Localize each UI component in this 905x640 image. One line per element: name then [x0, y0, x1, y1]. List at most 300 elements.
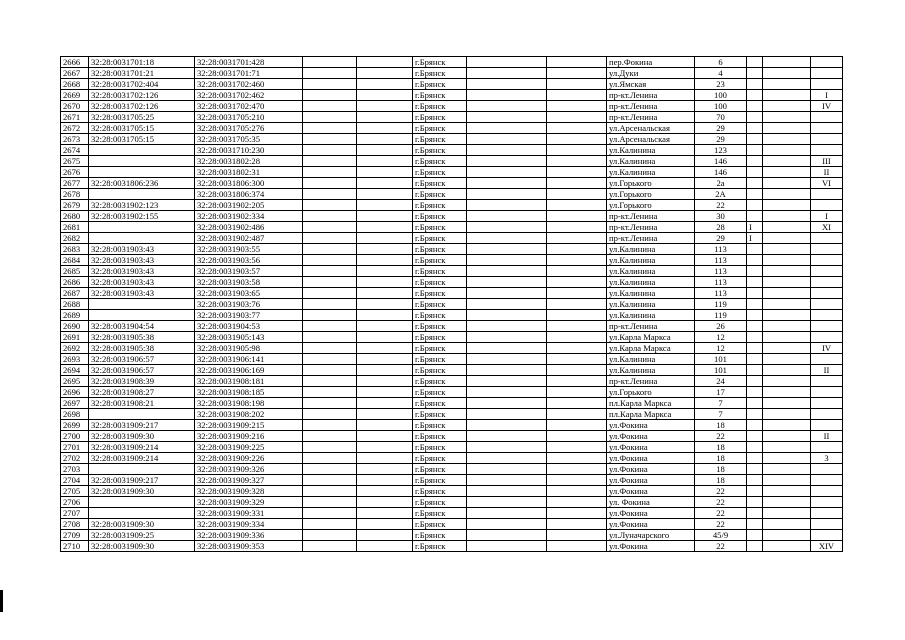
empty-cell [357, 519, 413, 530]
empty-cell [357, 310, 413, 321]
table-row [61, 222, 843, 233]
empty-cell [357, 376, 413, 387]
empty-cell [357, 57, 413, 68]
empty-cell [547, 420, 607, 431]
land-cadastral-number [89, 233, 195, 244]
city: г.Брянск [413, 211, 467, 222]
table-row [61, 475, 843, 486]
object-cadastral-number: 32:28:0031710:230 [195, 145, 303, 156]
city: г.Брянск [413, 475, 467, 486]
empty-cell [357, 211, 413, 222]
premise-roman-number: IV [811, 101, 843, 112]
empty-cell [303, 332, 357, 343]
street: ул.Калинина [607, 156, 695, 167]
empty-cell [303, 145, 357, 156]
empty-cell [467, 431, 547, 442]
mark [747, 497, 763, 508]
table-row [61, 112, 843, 123]
empty-cell [303, 211, 357, 222]
mark [747, 90, 763, 101]
land-cadastral-number: 32:28:0031903:43 [89, 244, 195, 255]
mark [747, 156, 763, 167]
land-cadastral-number: 32:28:0031902:123 [89, 200, 195, 211]
house-number: 18 [695, 475, 747, 486]
empty-cell [547, 79, 607, 90]
empty-cell [303, 189, 357, 200]
empty-cell [303, 57, 357, 68]
empty-cell [763, 90, 811, 101]
table-row [61, 244, 843, 255]
object-cadastral-number: 32:28:0031909:225 [195, 442, 303, 453]
table-row [61, 167, 843, 178]
land-cadastral-number: 32:28:0031903:43 [89, 288, 195, 299]
row-number: 2669 [61, 90, 89, 101]
premise-roman-number [811, 321, 843, 332]
empty-cell [763, 101, 811, 112]
empty-cell [303, 453, 357, 464]
empty-cell [357, 79, 413, 90]
object-cadastral-number: 32:28:0031908:202 [195, 409, 303, 420]
table-row [61, 541, 843, 552]
mark [747, 266, 763, 277]
empty-cell [763, 189, 811, 200]
mark: I [747, 233, 763, 244]
house-number: 17 [695, 387, 747, 398]
street: пр-кт.Ленина [607, 112, 695, 123]
object-cadastral-number: 32:28:0031705:210 [195, 112, 303, 123]
object-cadastral-number: 32:28:0031909:226 [195, 453, 303, 464]
land-cadastral-number: 32:28:0031902:155 [89, 211, 195, 222]
table-row [61, 145, 843, 156]
house-number: 70 [695, 112, 747, 123]
table-row [61, 123, 843, 134]
empty-cell [763, 442, 811, 453]
empty-cell [547, 101, 607, 112]
object-cadastral-number: 32:28:0031702:462 [195, 90, 303, 101]
land-cadastral-number: 32:28:0031909:217 [89, 475, 195, 486]
table-row [61, 79, 843, 90]
street: ул.Калинина [607, 365, 695, 376]
object-cadastral-number: 32:28:0031903:57 [195, 266, 303, 277]
empty-cell [763, 541, 811, 552]
empty-cell [303, 475, 357, 486]
empty-cell [467, 376, 547, 387]
city: г.Брянск [413, 156, 467, 167]
street: ул.Горького [607, 189, 695, 200]
premise-roman-number [811, 409, 843, 420]
table-row [61, 156, 843, 167]
empty-cell [763, 365, 811, 376]
mark [747, 189, 763, 200]
table-row [61, 365, 843, 376]
object-cadastral-number: 32:28:0031909:326 [195, 464, 303, 475]
city: г.Брянск [413, 310, 467, 321]
empty-cell [467, 508, 547, 519]
city: г.Брянск [413, 420, 467, 431]
street: ул.Фокина [607, 453, 695, 464]
empty-cell [303, 519, 357, 530]
table-row [61, 233, 843, 244]
empty-cell [763, 486, 811, 497]
row-number: 2679 [61, 200, 89, 211]
mark [747, 398, 763, 409]
empty-cell [303, 255, 357, 266]
house-number: 22 [695, 541, 747, 552]
land-cadastral-number: 32:28:0031806:236 [89, 178, 195, 189]
empty-cell [357, 387, 413, 398]
row-number: 2686 [61, 277, 89, 288]
empty-cell [763, 211, 811, 222]
empty-cell [467, 420, 547, 431]
empty-cell [763, 145, 811, 156]
empty-cell [547, 68, 607, 79]
empty-cell [763, 299, 811, 310]
empty-cell [357, 156, 413, 167]
mark [747, 453, 763, 464]
empty-cell [467, 244, 547, 255]
premise-roman-number [811, 57, 843, 68]
empty-cell [303, 112, 357, 123]
row-number: 2698 [61, 409, 89, 420]
empty-cell [763, 255, 811, 266]
empty-cell [357, 277, 413, 288]
premise-roman-number: IV [811, 343, 843, 354]
premise-roman-number [811, 354, 843, 365]
premise-roman-number [811, 497, 843, 508]
row-number: 2667 [61, 68, 89, 79]
empty-cell [547, 288, 607, 299]
land-cadastral-number: 32:28:0031908:21 [89, 398, 195, 409]
street: пр-кт.Ленина [607, 90, 695, 101]
empty-cell [303, 508, 357, 519]
mark [747, 420, 763, 431]
house-number: 7 [695, 398, 747, 409]
premise-roman-number: VI [811, 178, 843, 189]
row-number: 2690 [61, 321, 89, 332]
city: г.Брянск [413, 134, 467, 145]
land-cadastral-number: 32:28:0031903:43 [89, 277, 195, 288]
table-row [61, 310, 843, 321]
table-row [61, 101, 843, 112]
land-cadastral-number: 32:28:0031909:25 [89, 530, 195, 541]
city: г.Брянск [413, 255, 467, 266]
row-number: 2668 [61, 79, 89, 90]
table-row [61, 420, 843, 431]
empty-cell [303, 486, 357, 497]
mark [747, 530, 763, 541]
land-cadastral-number [89, 189, 195, 200]
row-number: 2702 [61, 453, 89, 464]
mark: I [747, 222, 763, 233]
empty-cell [303, 79, 357, 90]
empty-cell [763, 497, 811, 508]
house-number: 28 [695, 222, 747, 233]
empty-cell [763, 508, 811, 519]
empty-cell [547, 519, 607, 530]
object-cadastral-number: 32:28:0031908:185 [195, 387, 303, 398]
house-number: 146 [695, 156, 747, 167]
empty-cell [547, 90, 607, 101]
empty-cell [303, 530, 357, 541]
empty-cell [357, 343, 413, 354]
empty-cell [467, 365, 547, 376]
table-row [61, 211, 843, 222]
empty-cell [467, 123, 547, 134]
house-number: 100 [695, 101, 747, 112]
empty-cell [303, 200, 357, 211]
city: г.Брянск [413, 189, 467, 200]
empty-cell [467, 90, 547, 101]
street: ул.Фокина [607, 508, 695, 519]
empty-cell [357, 497, 413, 508]
empty-cell [303, 134, 357, 145]
premise-roman-number: 3 [811, 453, 843, 464]
city: г.Брянск [413, 376, 467, 387]
land-cadastral-number: 32:28:0031909:214 [89, 453, 195, 464]
city: г.Брянск [413, 178, 467, 189]
house-number: 7 [695, 409, 747, 420]
land-cadastral-number: 32:28:0031701:21 [89, 68, 195, 79]
city: г.Брянск [413, 244, 467, 255]
mark [747, 365, 763, 376]
empty-cell [467, 497, 547, 508]
object-cadastral-number: 32:28:0031909:215 [195, 420, 303, 431]
premise-roman-number [811, 189, 843, 200]
street: ул. Фокина [607, 497, 695, 508]
empty-cell [467, 541, 547, 552]
house-number: 101 [695, 365, 747, 376]
land-cadastral-number: 32:28:0031705:25 [89, 112, 195, 123]
premise-roman-number [811, 244, 843, 255]
empty-cell [303, 233, 357, 244]
empty-cell [303, 68, 357, 79]
object-cadastral-number: 32:28:0031903:76 [195, 299, 303, 310]
city: г.Брянск [413, 497, 467, 508]
object-cadastral-number: 32:28:0031908:181 [195, 376, 303, 387]
premise-roman-number [811, 79, 843, 90]
empty-cell [303, 123, 357, 134]
street: ул.Луначарского [607, 530, 695, 541]
empty-cell [357, 420, 413, 431]
mark [747, 123, 763, 134]
street: ул.Фокина [607, 431, 695, 442]
house-number: 23 [695, 79, 747, 90]
empty-cell [763, 464, 811, 475]
city: г.Брянск [413, 222, 467, 233]
empty-cell [763, 167, 811, 178]
street: ул.Фокина [607, 519, 695, 530]
empty-cell [467, 101, 547, 112]
empty-cell [357, 299, 413, 310]
table-row [61, 277, 843, 288]
land-cadastral-number: 32:28:0031909:30 [89, 431, 195, 442]
city: г.Брянск [413, 145, 467, 156]
city: г.Брянск [413, 541, 467, 552]
object-cadastral-number: 32:28:0031705:276 [195, 123, 303, 134]
empty-cell [763, 387, 811, 398]
premise-roman-number [811, 508, 843, 519]
object-cadastral-number: 32:28:0031903:77 [195, 310, 303, 321]
empty-cell [467, 387, 547, 398]
empty-cell [357, 288, 413, 299]
house-number: 123 [695, 145, 747, 156]
empty-cell [763, 431, 811, 442]
empty-cell [467, 354, 547, 365]
empty-cell [547, 387, 607, 398]
street: ул.Фокина [607, 420, 695, 431]
empty-cell [357, 145, 413, 156]
land-cadastral-number: 32:28:0031705:15 [89, 134, 195, 145]
empty-cell [467, 442, 547, 453]
object-cadastral-number: 32:28:0031909:328 [195, 486, 303, 497]
table-row [61, 431, 843, 442]
empty-cell [303, 310, 357, 321]
row-number: 2696 [61, 387, 89, 398]
city: г.Брянск [413, 519, 467, 530]
object-cadastral-number: 32:28:0031802:28 [195, 156, 303, 167]
empty-cell [467, 299, 547, 310]
land-cadastral-number [89, 222, 195, 233]
premise-roman-number [811, 442, 843, 453]
city: г.Брянск [413, 365, 467, 376]
empty-cell [357, 189, 413, 200]
premise-roman-number: II [811, 167, 843, 178]
empty-cell [303, 321, 357, 332]
empty-cell [467, 68, 547, 79]
object-cadastral-number: 32:28:0031909:331 [195, 508, 303, 519]
table-row [61, 486, 843, 497]
empty-cell [547, 453, 607, 464]
empty-cell [547, 431, 607, 442]
empty-cell [547, 310, 607, 321]
city: г.Брянск [413, 442, 467, 453]
empty-cell [303, 101, 357, 112]
street: ул.Фокина [607, 475, 695, 486]
empty-cell [303, 354, 357, 365]
table-row [61, 442, 843, 453]
empty-cell [357, 200, 413, 211]
mark [747, 57, 763, 68]
empty-cell [547, 112, 607, 123]
empty-cell [547, 57, 607, 68]
object-cadastral-number: 32:28:0031903:55 [195, 244, 303, 255]
empty-cell [357, 508, 413, 519]
empty-cell [763, 343, 811, 354]
empty-cell [303, 244, 357, 255]
empty-cell [357, 530, 413, 541]
street: пл.Карла Маркса [607, 409, 695, 420]
city: г.Брянск [413, 409, 467, 420]
mark [747, 134, 763, 145]
empty-cell [467, 255, 547, 266]
empty-cell [547, 464, 607, 475]
row-number: 2709 [61, 530, 89, 541]
premise-roman-number: XIV [811, 541, 843, 552]
row-number: 2681 [61, 222, 89, 233]
empty-cell [547, 497, 607, 508]
premise-roman-number [811, 475, 843, 486]
city: г.Брянск [413, 321, 467, 332]
land-cadastral-number: 32:28:0031909:214 [89, 442, 195, 453]
table-row [61, 343, 843, 354]
row-number: 2670 [61, 101, 89, 112]
city: г.Брянск [413, 266, 467, 277]
house-number: 2а [695, 178, 747, 189]
row-number: 2693 [61, 354, 89, 365]
land-cadastral-number: 32:28:0031903:43 [89, 266, 195, 277]
premise-roman-number: II [811, 431, 843, 442]
land-cadastral-number: 32:28:0031702:404 [89, 79, 195, 90]
empty-cell [357, 332, 413, 343]
empty-cell [547, 156, 607, 167]
house-number: 45/9 [695, 530, 747, 541]
street: ул.Горького [607, 178, 695, 189]
empty-cell [303, 420, 357, 431]
empty-cell [303, 299, 357, 310]
house-number: 18 [695, 420, 747, 431]
empty-cell [763, 519, 811, 530]
street: пр-кт.Ленина [607, 211, 695, 222]
empty-cell [763, 156, 811, 167]
city: г.Брянск [413, 68, 467, 79]
street: ул.Ямская [607, 79, 695, 90]
street: пр-кт.Ленина [607, 233, 695, 244]
house-number: 101 [695, 354, 747, 365]
empty-cell [467, 189, 547, 200]
premise-roman-number [811, 332, 843, 343]
empty-cell [303, 90, 357, 101]
land-cadastral-number [89, 145, 195, 156]
city: г.Брянск [413, 431, 467, 442]
empty-cell [357, 321, 413, 332]
mark [747, 387, 763, 398]
empty-cell [357, 68, 413, 79]
empty-cell [357, 464, 413, 475]
land-cadastral-number [89, 299, 195, 310]
street: ул.Горького [607, 200, 695, 211]
table-row [61, 409, 843, 420]
empty-cell [303, 277, 357, 288]
empty-cell [467, 266, 547, 277]
empty-cell [547, 200, 607, 211]
table-row [61, 134, 843, 145]
table-row [61, 189, 843, 200]
house-number: 18 [695, 442, 747, 453]
empty-cell [357, 442, 413, 453]
empty-cell [547, 244, 607, 255]
land-cadastral-number: 32:28:0031701:18 [89, 57, 195, 68]
mark [747, 519, 763, 530]
street: ул.Арсенальская [607, 123, 695, 134]
table-row [61, 57, 843, 68]
city: г.Брянск [413, 57, 467, 68]
empty-cell [357, 222, 413, 233]
city: г.Брянск [413, 508, 467, 519]
house-number: 22 [695, 431, 747, 442]
mark [747, 486, 763, 497]
empty-cell [547, 277, 607, 288]
house-number: 113 [695, 266, 747, 277]
row-number: 2680 [61, 211, 89, 222]
object-cadastral-number: 32:28:0031909:336 [195, 530, 303, 541]
empty-cell [547, 145, 607, 156]
street: пл.Карла Маркса [607, 398, 695, 409]
mark [747, 255, 763, 266]
empty-cell [467, 321, 547, 332]
city: г.Брянск [413, 79, 467, 90]
row-number: 2689 [61, 310, 89, 321]
house-number: 113 [695, 288, 747, 299]
